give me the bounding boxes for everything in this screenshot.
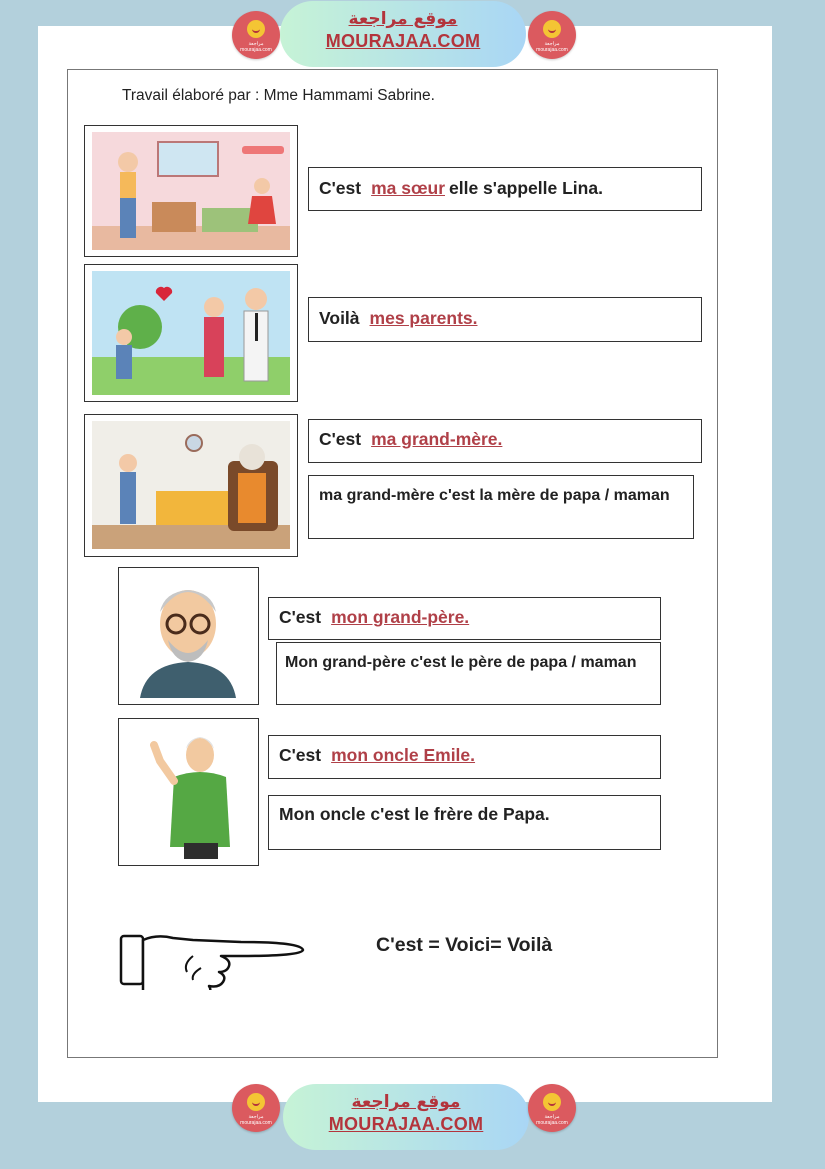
banner-site-link[interactable]: MOURAJAA.COM: [328, 1114, 484, 1134]
sentence-box-1: [308, 167, 702, 211]
picture-parents: [84, 264, 298, 402]
smiley-icon: [543, 20, 561, 38]
sister-illustration-icon: [92, 132, 290, 250]
logo-caption: مراجعة mourajaa.com: [240, 1114, 272, 1126]
picture-uncle: [118, 718, 259, 866]
explanation-text: ma grand-mère c'est la mère de papa / maman: [319, 487, 670, 504]
equation-text: C'est = Voici= Voilà: [376, 934, 553, 956]
site-logo-left: [232, 11, 280, 59]
site-banner-bottom[interactable]: [283, 1084, 529, 1150]
grandfather-illustration-icon: [126, 574, 251, 698]
picture-grandmother: [84, 414, 298, 557]
sentence-box-2: [308, 297, 702, 342]
sentence-box-4: [268, 597, 661, 640]
smiley-icon: [543, 1093, 561, 1111]
explanation-box-3: [308, 475, 694, 539]
smiley-icon: [247, 20, 265, 38]
sentence-box-5: [268, 735, 661, 779]
banner-site-link[interactable]: MOURAJAA.COM: [325, 31, 481, 51]
picture-sister: [84, 125, 298, 257]
pointing-hand-icon: [118, 928, 308, 990]
sentence-prefix: C'est: [279, 607, 322, 627]
logo-caption: مراجعة mourajaa.com: [536, 1114, 568, 1126]
logo-caption: مراجعة mourajaa.com: [240, 41, 272, 53]
parents-illustration-icon: [92, 271, 290, 395]
picture-grandfather: [118, 567, 259, 705]
explanation-box-5: [268, 795, 661, 850]
explanation-text: Mon oncle c'est le frère de Papa.: [279, 804, 550, 824]
answer-text: mon grand-père.: [331, 607, 470, 627]
answer-text: ma grand-mère.: [371, 429, 503, 449]
sentence-prefix: C'est: [319, 178, 362, 198]
logo-caption: مراجعة mourajaa.com: [536, 41, 568, 53]
banner-arabic-title: موقع مراجعة: [351, 1092, 461, 1112]
explanation-text: Mon grand-père c'est le père de papa / maman: [285, 654, 637, 671]
grandmother-illustration-icon: [92, 421, 290, 549]
uncle-illustration-icon: [126, 725, 251, 859]
site-logo-left-bottom: [232, 1084, 280, 1132]
site-banner-top[interactable]: [280, 1, 526, 67]
sentence-suffix: elle s'appelle Lina.: [449, 178, 603, 198]
author-line: Travail élaboré par : Mme Hammami Sabrine.: [122, 87, 435, 104]
explanation-box-4: [276, 642, 661, 705]
sentence-box-3: [308, 419, 702, 463]
answer-text: mes parents.: [369, 308, 478, 328]
answer-text: mon oncle Emile.: [331, 745, 476, 765]
site-logo-right: [528, 11, 576, 59]
sentence-prefix: Voilà: [319, 308, 360, 328]
smiley-icon: [247, 1093, 265, 1111]
site-logo-right-bottom: [528, 1084, 576, 1132]
sentence-prefix: C'est: [319, 429, 362, 449]
sentence-prefix: C'est: [279, 745, 322, 765]
answer-text: ma sœur: [371, 178, 445, 198]
banner-arabic-title: موقع مراجعة: [348, 9, 458, 29]
